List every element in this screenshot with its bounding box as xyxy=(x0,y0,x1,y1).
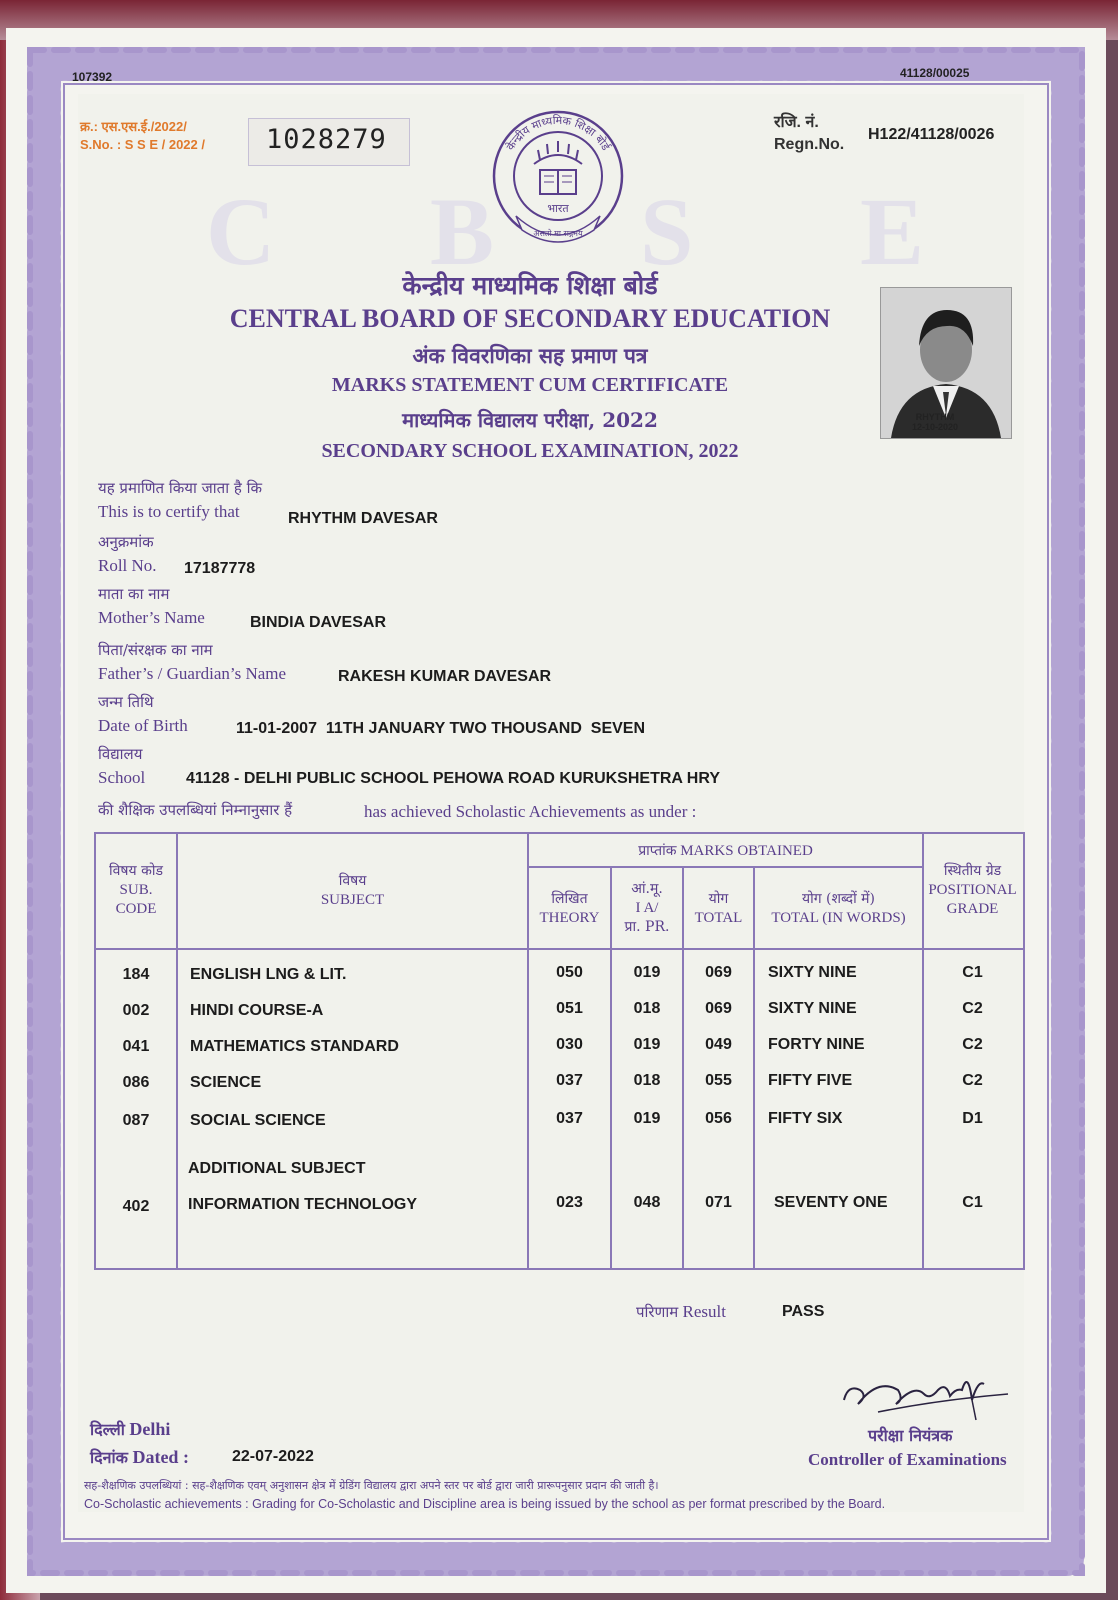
emblem-motto: असतो मा सद्गमय xyxy=(533,229,583,238)
mother-label-hindi: माता का नाम xyxy=(98,585,170,603)
serial-label-en: S.No. : S S E / 2022 / xyxy=(80,137,205,152)
header-code-english-1: SUB. xyxy=(119,882,153,898)
emblem-country: भारत xyxy=(547,202,569,215)
header-theory xyxy=(529,890,610,928)
watermark-letter: B xyxy=(430,178,495,285)
header-subject-english: SUBJECT xyxy=(320,892,385,908)
place-english: Delhi xyxy=(129,1419,171,1439)
photo-caption-name: RHYTHM xyxy=(915,412,955,422)
certificate-title-english: MARKS STATEMENT CUM CERTIFICATE xyxy=(331,374,729,396)
corner-number-right: 41128/00025 xyxy=(900,66,970,80)
cell-subject: HINDI COURSE-A xyxy=(190,1002,324,1019)
cell-total: 049 xyxy=(705,1036,732,1053)
header-theory-hindi: लिखित xyxy=(551,891,588,907)
father-label-english: Father’s / Guardian’s Name xyxy=(98,664,287,683)
registration-number: H122/41128/0026 xyxy=(868,126,995,143)
signature-icon xyxy=(838,1360,1018,1424)
student-name: RHYTHM DAVESAR xyxy=(288,510,438,527)
cell-subject: MATHEMATICS STANDARD xyxy=(190,1038,399,1055)
cell-code: 002 xyxy=(122,1002,150,1019)
header-internal-assessment xyxy=(612,880,682,937)
result-label-hindi: परिणाम xyxy=(636,1303,679,1321)
header-grade-hindi: स्थितीय ग्रेड xyxy=(943,863,1002,879)
cell-subject: SCIENCE xyxy=(190,1074,262,1091)
cell-theory: 051 xyxy=(556,1000,583,1017)
lamp-book-emblem-icon xyxy=(490,104,626,254)
cell-theory: 030 xyxy=(556,1036,583,1053)
header-marks-obtained xyxy=(529,842,922,861)
dated-label-hindi: दिनांक xyxy=(90,1448,128,1467)
header-total-hindi: योग xyxy=(708,891,729,907)
header-total xyxy=(684,890,753,928)
achievements-label-hindi: की शैक्षिक उपलब्धियां निम्नानुसार हैं xyxy=(98,801,293,819)
dated-label xyxy=(90,1446,189,1468)
controller-english: Controller of Examinations xyxy=(808,1450,1007,1469)
result-value: PASS xyxy=(782,1303,825,1320)
father-name: RAKESH KUMAR DAVESAR xyxy=(338,668,552,685)
cell-subject: INFORMATION TECHNOLOGY xyxy=(188,1196,418,1213)
photo-caption xyxy=(880,412,990,432)
serial-number: 1028279 xyxy=(266,124,387,155)
photo-caption-date: 12-10-2020 xyxy=(911,422,959,432)
controller-hindi: परीक्षा नियंत्रक xyxy=(868,1426,953,1445)
cell-grade: D1 xyxy=(962,1110,983,1127)
cell-code: 041 xyxy=(122,1038,150,1055)
school-name: 41128 - DELHI PUBLIC SCHOOL PEHOWA ROAD KURUKSHETRA HRY xyxy=(186,770,720,787)
header-code-english-2: CODE xyxy=(115,901,157,917)
roll-label-english: Roll No. xyxy=(98,556,157,575)
cell-ia: 018 xyxy=(633,1000,661,1017)
cell-total: 069 xyxy=(705,964,732,981)
certificate-title-hindi: अंक विवरणिका सह प्रमाण पत्र xyxy=(412,343,648,368)
achievements-label-english: has achieved Scholastic Achievements as under : xyxy=(364,802,697,821)
table-divider xyxy=(94,948,1023,950)
header-ia-english: I A/ xyxy=(635,900,659,916)
cell-grade: C2 xyxy=(962,1000,983,1017)
school-label-english: School xyxy=(98,768,146,787)
watermark-letter: E xyxy=(860,178,925,285)
cell-total-words: SIXTY NINE xyxy=(768,964,857,981)
cell-ia: 019 xyxy=(633,964,661,981)
dob-label-hindi: जन्म तिथि xyxy=(98,693,154,711)
cell-total-words: FORTY NINE xyxy=(768,1036,865,1053)
cell-total: 055 xyxy=(705,1072,732,1089)
cell-total-words: FIFTY FIVE xyxy=(768,1072,853,1089)
place-hindi: दिल्ली xyxy=(90,1420,125,1439)
certify-label-hindi: यह प्रमाणित किया जाता है कि xyxy=(98,479,262,497)
exam-name-hindi: माध्यमिक विद्यालय परीक्षा, 2022 xyxy=(402,408,658,432)
header-theory-english: THEORY xyxy=(539,910,600,926)
cell-ia: 048 xyxy=(633,1194,661,1211)
roll-number: 17187778 xyxy=(184,560,256,577)
header-subject xyxy=(178,872,527,910)
mother-name: BINDIA DAVESAR xyxy=(250,614,387,631)
cell-ia: 019 xyxy=(633,1110,661,1127)
school-label-hindi: विद्यालय xyxy=(98,745,143,763)
footer-note-hindi: सह-शैक्षणिक उपलब्धियां : सह-शैक्षणिक एवम् अनुशासन क्षेत्र में ग्रेडिंग विद्यालय द्वारा अपने स्तर पर बोर्ड द्वारा जारी प्रारूपनुसार प्रदान की जाती है। xyxy=(84,1479,659,1492)
cell-total: 071 xyxy=(705,1194,732,1211)
cell-grade: C1 xyxy=(962,1194,983,1211)
cell-theory: 037 xyxy=(556,1110,583,1127)
cell-code: 402 xyxy=(122,1198,150,1215)
header-ia-hindi: आं.मू. xyxy=(631,881,663,897)
footer-note-english: Co-Scholastic achievements : Grading for Co-Scholastic and Discipline area is being issued by the school as per format prescribed by the Board. xyxy=(84,1497,886,1511)
cell-code: 087 xyxy=(122,1112,150,1129)
additional-subject-label: ADDITIONAL SUBJECT xyxy=(188,1160,366,1177)
emblem-top-text: केन्द्रीय माध्यमिक शिक्षा बोर्ड xyxy=(503,113,613,153)
header-words-english: TOTAL (IN WORDS) xyxy=(771,910,906,926)
cell-total: 069 xyxy=(705,1000,732,1017)
cell-theory: 050 xyxy=(556,964,583,981)
header-grade xyxy=(924,862,1021,919)
header-code-hindi: विषय कोड xyxy=(109,863,163,879)
registration-label-en: Regn.No. xyxy=(774,136,845,153)
header-subject-hindi: विषय xyxy=(338,873,367,889)
board-name-english: CENTRAL BOARD OF SECONDARY EDUCATION xyxy=(229,304,831,333)
watermark-letter: S xyxy=(640,178,694,285)
place xyxy=(90,1418,170,1440)
header-words-hindi: योग (शब्दों में) xyxy=(801,891,876,907)
cell-total-words: SIXTY NINE xyxy=(768,1000,857,1017)
header-marks-hindi: प्राप्तांक xyxy=(638,843,677,859)
serial-label xyxy=(80,118,228,154)
cell-total-words: FIFTY SIX xyxy=(768,1110,843,1127)
father-label-hindi: पिता/संरक्षक का नाम xyxy=(98,641,213,659)
result-label xyxy=(636,1302,726,1322)
roll-label-hindi: अनुक्रमांक xyxy=(98,533,154,551)
cell-code: 184 xyxy=(122,966,150,983)
cell-grade: C1 xyxy=(962,964,983,981)
cell-total-words: SEVENTY ONE xyxy=(774,1194,888,1211)
mother-label-english: Mother’s Name xyxy=(98,608,205,627)
cell-theory: 037 xyxy=(556,1072,583,1089)
certify-label-english: This is to certify that xyxy=(98,502,240,521)
cell-grade: C2 xyxy=(962,1072,983,1089)
registration-label-hi: रजि. नं. xyxy=(774,114,819,131)
date-of-issue: 22-07-2022 xyxy=(232,1448,314,1465)
header-grade-english-2: GRADE xyxy=(946,901,999,917)
cell-ia: 019 xyxy=(633,1036,661,1053)
cell-ia: 018 xyxy=(633,1072,661,1089)
exam-name-english: SECONDARY SCHOOL EXAMINATION, 2022 xyxy=(321,440,739,462)
header-code xyxy=(96,862,176,919)
header-grade-english-1: POSITIONAL xyxy=(928,882,1017,898)
cell-total: 056 xyxy=(705,1110,732,1127)
header-total-english: TOTAL xyxy=(694,910,743,926)
header-marks-english: MARKS OBTAINED xyxy=(680,843,813,859)
table-divider xyxy=(527,866,923,868)
cell-subject: ENGLISH LNG & LIT. xyxy=(190,966,347,983)
dob-label-english: Date of Birth xyxy=(98,716,188,735)
cell-theory: 023 xyxy=(556,1194,583,1211)
registration-label xyxy=(774,112,864,156)
date-of-birth: 11-01-2007 11TH JANUARY TWO THOUSAND SEVEN xyxy=(236,720,646,737)
cell-code: 086 xyxy=(122,1074,150,1091)
board-name-hindi: केन्द्रीय माध्यमिक शिक्षा बोर्ड xyxy=(402,271,658,300)
watermark-letter: C xyxy=(206,178,276,285)
header-ia-practical: प्रा. PR. xyxy=(624,919,670,935)
header-total-in-words xyxy=(755,890,922,928)
cell-subject: SOCIAL SCIENCE xyxy=(190,1112,326,1129)
corner-number-left: 107392 xyxy=(72,70,113,84)
serial-label-hi: क्र.: एस.एस.ई./2022/ xyxy=(80,119,187,134)
dated-label-english: Dated : xyxy=(132,1447,189,1467)
result-label-english: Result xyxy=(682,1302,726,1321)
cell-grade: C2 xyxy=(962,1036,983,1053)
